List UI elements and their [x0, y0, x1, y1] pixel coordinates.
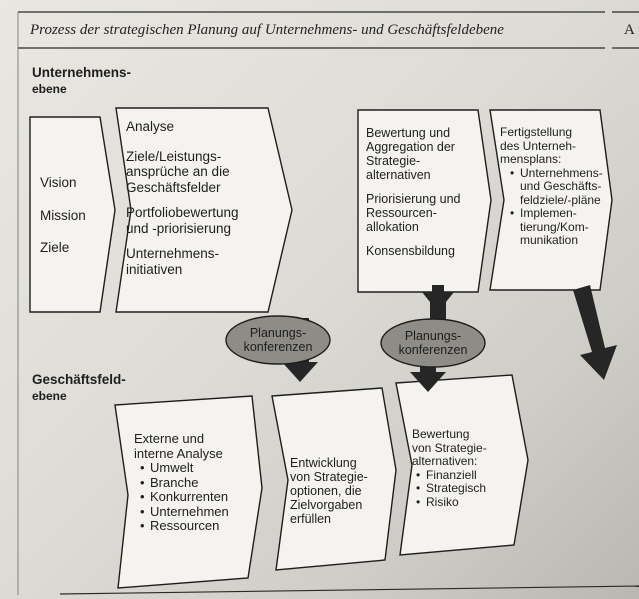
evaluation-block-2	[366, 192, 461, 234]
conference-line: konferenzen	[243, 340, 313, 354]
completion-line: Fertigstellung	[500, 125, 573, 139]
corporate-level-line-1: Unternehmens-	[32, 65, 132, 80]
external-bullet: • Branche	[150, 476, 229, 491]
completion-bullet-line: • Unternehmens-	[520, 165, 603, 180]
external-bullet: • Umwelt	[150, 461, 229, 476]
vision-item: Vision	[40, 175, 77, 190]
evaluation-line: Bewertung und	[366, 126, 451, 140]
vision-box-text	[40, 175, 86, 256]
conference-line: Planungs-	[249, 326, 307, 340]
conference-label-2	[383, 329, 483, 357]
completion-bullets	[510, 167, 603, 248]
completion-box-text	[500, 126, 603, 248]
completion-line: des Unterneh-	[500, 138, 577, 153]
evaluation-block-3	[366, 244, 461, 258]
analysis-box-text	[126, 119, 239, 277]
goals-item: Ziele	[40, 240, 70, 255]
completion-bullet-line: feldziele/-pläne	[520, 192, 601, 207]
evaluation-box-text	[366, 126, 461, 258]
development-line: Zielvorgaben	[290, 498, 363, 512]
evaluation-line: allokation	[366, 220, 419, 234]
evaluation-line: Ressourcen-	[366, 206, 437, 220]
evaluation-line: Konsensbildung	[366, 244, 455, 258]
analysis-line: initiativen	[126, 261, 183, 277]
bu-evaluation-box-text	[412, 428, 487, 509]
bu-evaluation-line: alternativen:	[412, 454, 478, 468]
corporate-level-line-2: ebene	[32, 82, 67, 96]
development-line: Entwicklung	[290, 456, 357, 470]
mission-item: Mission	[40, 207, 86, 223]
external-bullet: • Unternehmen	[150, 505, 229, 520]
evaluation-line: Aggregation der	[366, 140, 455, 154]
development-line: von Strategie-	[290, 470, 368, 484]
analysis-line: Portfoliobewertung	[126, 205, 239, 220]
external-line: interne Analyse	[134, 445, 223, 461]
business-level-line-1: Geschäftsfeld-	[32, 372, 126, 387]
figure-caption: Prozess der strategischen Planung auf Unternehmens- und Geschäftsfeldebene	[30, 22, 504, 38]
development-line: optionen, die	[290, 484, 362, 498]
arrow-completion-down	[573, 285, 617, 380]
analysis-line: ansprüche an die	[126, 164, 230, 179]
evaluation-block-1	[366, 126, 461, 182]
conference-line: Planungs-	[404, 329, 462, 343]
analysis-line: Ziele/Leistungs-	[126, 148, 222, 164]
external-analysis-box-text	[134, 432, 229, 534]
analysis-block-2	[126, 205, 239, 236]
bu-evaluation-bullets	[416, 469, 487, 510]
bu-evaluation-bullet: • Finanziell	[426, 469, 487, 483]
bu-evaluation-bullet: • Strategisch	[426, 482, 487, 496]
bu-evaluation-bullet: • Risiko	[426, 496, 487, 510]
bu-evaluation-line: Bewertung	[412, 427, 470, 441]
corporate-level-label	[32, 65, 131, 97]
completion-bullet	[520, 167, 603, 208]
completion-bullet-line: tierung/Kom-	[520, 219, 589, 234]
analysis-block-3	[126, 246, 239, 277]
evaluation-line: Priorisierung und	[366, 192, 461, 206]
bu-evaluation-line: von Strategie-	[412, 440, 487, 455]
external-bullet: • Ressourcen	[150, 519, 229, 534]
analysis-title: Analyse	[126, 119, 175, 134]
evaluation-line: Strategie-	[366, 154, 421, 168]
business-level-line-2: ebene	[32, 389, 67, 403]
completion-bullet-line: munikation	[520, 233, 579, 247]
analysis-block-1	[126, 149, 239, 196]
next-page-letter: A	[624, 22, 635, 38]
analysis-line: Geschäftsfelder	[126, 179, 221, 195]
conference-label-1	[228, 326, 328, 354]
completion-line: mensplans:	[500, 152, 562, 166]
analysis-line: und -priorisierung	[126, 220, 232, 236]
external-line: Externe und	[134, 431, 205, 446]
external-bullet: • Konkurrenten	[150, 490, 229, 505]
completion-bullet	[520, 207, 603, 248]
completion-bullet-line: und Geschäfts-	[520, 179, 602, 193]
business-level-label	[32, 372, 126, 404]
analysis-line: Unternehmens-	[126, 246, 220, 261]
completion-bullet-line: • Implemen-	[520, 206, 577, 220]
evaluation-line: alternativen	[366, 168, 431, 182]
development-line: erfüllen	[290, 512, 331, 526]
development-box-text	[290, 456, 368, 526]
conference-line: konferenzen	[398, 343, 468, 357]
bottom-rule	[60, 586, 639, 594]
external-bullets	[140, 461, 229, 534]
